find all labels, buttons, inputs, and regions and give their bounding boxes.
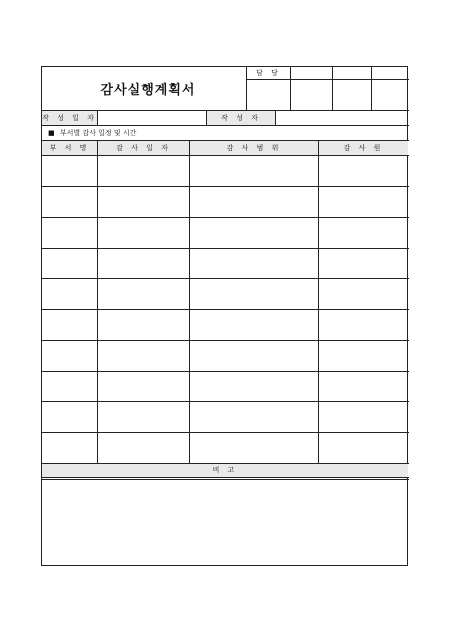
- table-row[interactable]: [42, 156, 409, 186]
- column-header-audit-date: 감 사 일 자: [98, 141, 189, 155]
- table-row[interactable]: [42, 279, 409, 309]
- approval-label: 담 당: [256, 69, 281, 77]
- approval-signature-box-1[interactable]: [291, 80, 332, 109]
- table-row[interactable]: [42, 341, 409, 371]
- remarks-field[interactable]: [42, 480, 408, 565]
- column-header-auditor: 감 사 원: [319, 141, 408, 155]
- section-heading: [48, 126, 348, 140]
- approval-signature-box-3[interactable]: [372, 80, 408, 109]
- table-row[interactable]: [42, 402, 409, 432]
- document-title: 감사실행계획서: [100, 83, 196, 98]
- column-header-department: 부 서 명: [42, 141, 97, 155]
- date-field[interactable]: [98, 111, 206, 125]
- approval-signature-box-2[interactable]: [333, 80, 371, 109]
- date-label: 작 성 일 자: [42, 111, 97, 125]
- section-heading-text: 부서별 감사 일정 및 시간: [59, 129, 137, 137]
- table-row[interactable]: [42, 372, 409, 401]
- square-bullet-icon: ■: [48, 129, 55, 137]
- column-header-audit-scope: 감 사 범 위: [190, 141, 318, 155]
- remarks-label: 비 고: [42, 464, 408, 477]
- author-field[interactable]: [276, 111, 408, 125]
- table-row[interactable]: [42, 218, 409, 248]
- audit-plan-form: [41, 66, 408, 566]
- table-row[interactable]: [42, 433, 409, 463]
- table-row[interactable]: [42, 249, 409, 278]
- author-label: 작 성 자: [207, 111, 275, 125]
- table-row[interactable]: [42, 310, 409, 340]
- table-row[interactable]: [42, 187, 409, 217]
